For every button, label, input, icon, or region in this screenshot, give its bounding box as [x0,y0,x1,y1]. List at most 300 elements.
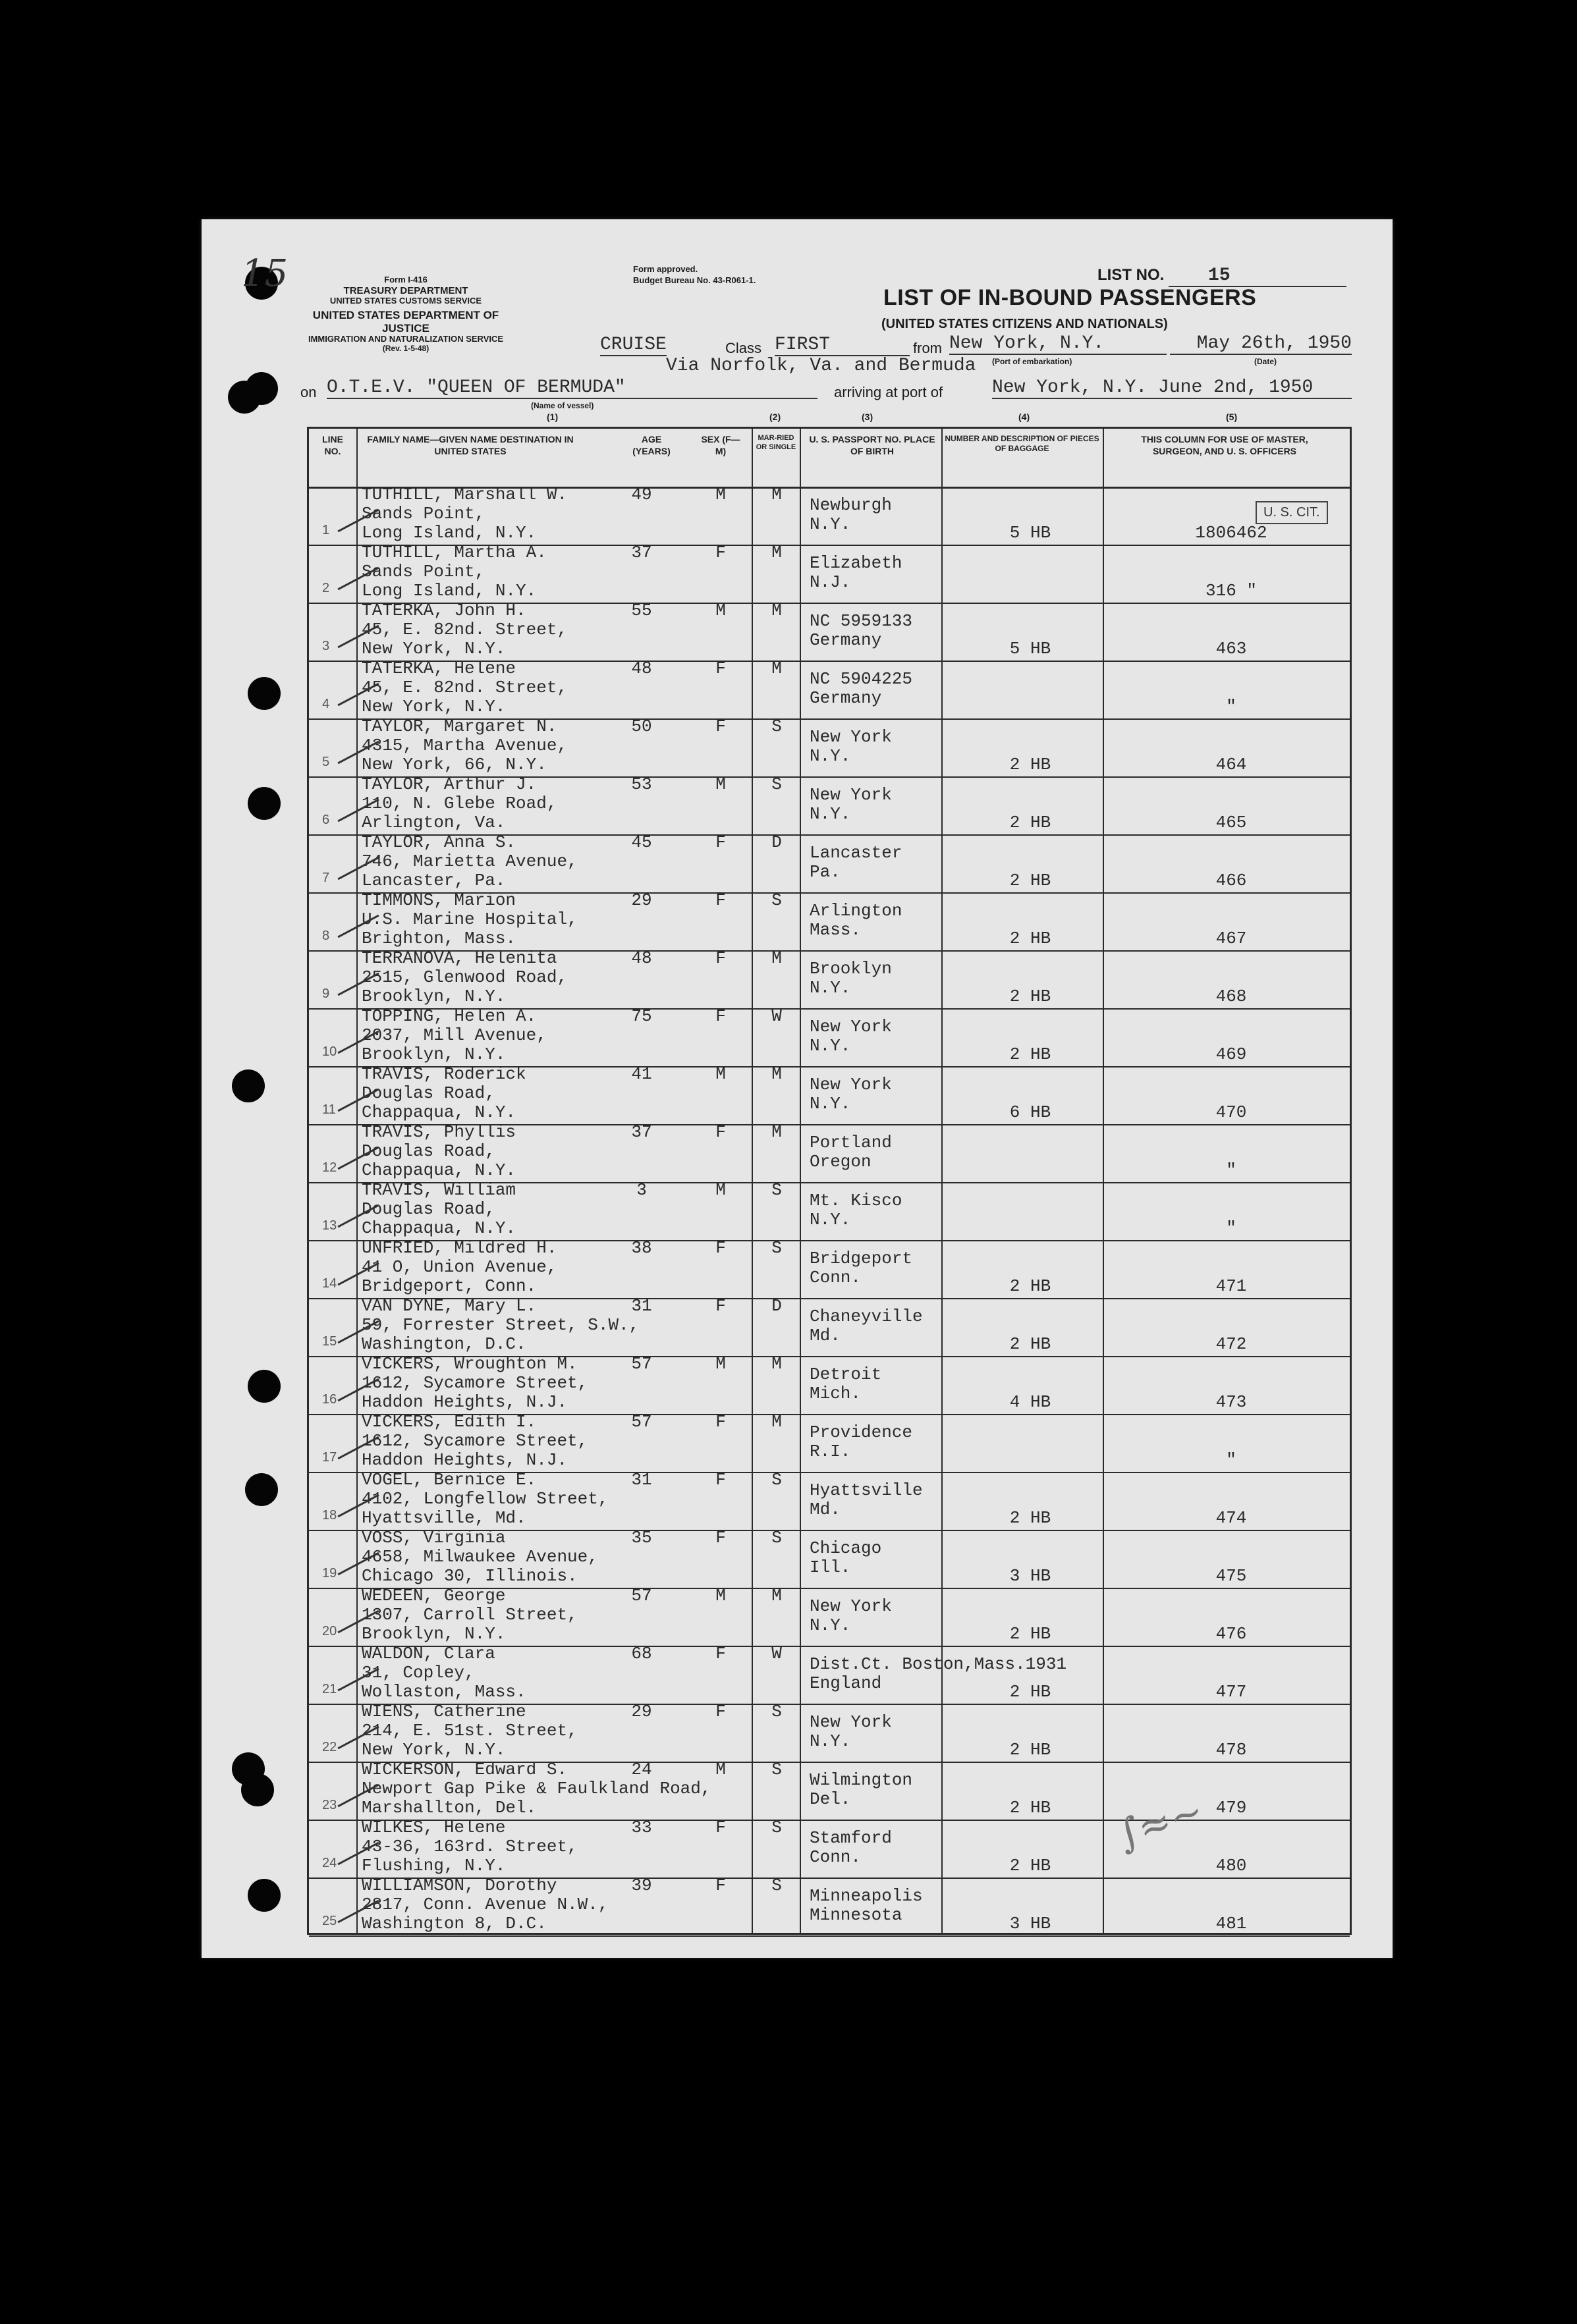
officer-entry: 474 [1215,1508,1247,1528]
destination-line: Newport Gap Pike & Faulkland Road, [362,1779,711,1798]
name-destination [362,1355,588,1412]
destination-line: 1612, Sycamore Street, [362,1431,588,1451]
table-row [309,1066,1350,1124]
birthplace-line: Providence [810,1422,913,1442]
table-row [309,1878,1350,1935]
name-destination [362,1123,516,1180]
passenger-name: VOSS, Virginia [362,1528,506,1548]
passenger-name: TAYLOR, Anna S. [362,832,516,852]
age: 37 [631,543,652,562]
sex: M [715,601,726,620]
destination-line: Chicago 30, Illinois. [362,1566,578,1586]
line-number: 8 [322,929,330,943]
line-number: 19 [322,1566,337,1581]
destination-line: U.S. Marine Hospital, [362,909,578,929]
sex: F [715,543,726,562]
embark-port: New York, N.Y. [949,333,1167,355]
name-destination [362,1065,526,1122]
table-row [309,834,1350,892]
destination-line: New York, N.Y. [362,639,506,659]
name-destination [362,1239,557,1296]
age: 24 [631,1760,652,1779]
name-destination [362,1297,639,1354]
birthplace-line: N.Y. [810,746,851,766]
officer-entry: 465 [1215,813,1247,832]
birthplace-line: Hyattsville [810,1480,923,1500]
age: 31 [631,1470,652,1490]
age: 38 [631,1238,652,1258]
destination-line: New York, N.Y. [362,697,506,716]
sex: F [715,1412,726,1432]
birthplace-line: Bridgeport [810,1249,913,1268]
destination-line: New York, N.Y. [362,1740,506,1760]
passport-birthplace [810,728,892,766]
line-number: 22 [322,1740,337,1754]
marital-status: M [771,1586,782,1606]
destination-line: 43-36, 163rd. Street, [362,1837,578,1856]
table-row [309,776,1350,834]
sex: M [715,485,726,504]
sex: M [715,1586,726,1606]
treasury-dept: TREASURY DEPARTMENT [343,284,468,296]
officer-entry: 471 [1215,1276,1247,1296]
age: 39 [631,1876,652,1895]
embark-date: May 26th, 1950 [1170,333,1352,355]
marital-status: S [771,716,782,736]
line-number: 23 [322,1798,337,1812]
officer-entry: 477 [1215,1682,1247,1702]
baggage: 2 HB [1009,1856,1051,1876]
destination-line: Brighton, Mass. [362,929,516,948]
marital-status: S [771,1876,782,1895]
passport-birthplace [810,1539,881,1577]
birthplace-line: N.Y. [810,1036,851,1056]
via-route: Via Norfolk, Va. and Bermuda [666,356,976,376]
officer-entry: 464 [1215,755,1247,774]
age: 53 [631,774,652,794]
passport-birthplace [810,1713,892,1751]
passenger-name: TOPPING, Helen A. [362,1006,537,1026]
officer-entry: 473 [1215,1392,1247,1412]
birthplace-line: Stamford [810,1828,892,1848]
name-destination [362,1007,547,1064]
date-caption: (Date) [1254,357,1277,366]
passport-birthplace [810,1365,881,1403]
destination-line: Arlington, Va. [362,813,506,832]
baggage: 4 HB [1009,1392,1051,1412]
form-approved: Form approved. [633,264,698,274]
birthplace-line: Newburgh [810,495,892,515]
line-number: 7 [322,871,330,885]
birthplace-line: New York [810,785,892,805]
birthplace-line: Dist.Ct. Boston,Mass.1931 [810,1654,1067,1674]
line-number: 15 [322,1334,337,1349]
arrival-port-date: New York, N.Y. June 2nd, 1950 [992,377,1352,399]
birthplace-line: Brooklyn [810,959,892,979]
destination-line: 59, Forrester Street, S.W., [362,1315,640,1335]
officer-entry: 463 [1215,639,1247,659]
baggage: 6 HB [1009,1102,1051,1122]
citizen-stamp: U. S. CIT. [1256,501,1328,524]
marital-status: S [771,774,782,794]
budget-bureau: Budget Bureau No. 43-R061-1. [633,275,756,285]
table-row [309,1414,1350,1472]
justice-dept: UNITED STATES DEPARTMENT OF JUSTICE [312,309,499,335]
sex: F [715,716,726,736]
age: 49 [631,485,652,504]
class-value: FIRST [775,335,910,356]
birthplace-line: Wilmington [810,1770,913,1790]
table-row [309,1472,1350,1530]
table-row [309,545,1350,603]
approval-block [633,264,756,286]
officer-entry: 469 [1215,1044,1247,1064]
destination-line: Sands Point, [362,562,485,581]
name-destination [362,543,547,601]
passenger-name: TRAVIS, William [362,1180,516,1200]
line-number: 9 [322,986,330,1001]
name-destination [362,1876,608,1933]
officer-entry: 466 [1215,871,1247,890]
line-number: 2 [322,581,330,595]
passport-birthplace [810,1481,923,1519]
passport-birthplace [810,786,892,824]
page-title: LIST OF IN-BOUND PASSENGERS [883,285,1257,310]
marital-status: D [771,832,782,852]
birthplace-line: N.Y. [810,1094,851,1114]
passenger-name: WILLIAMSON, Dorothy [362,1876,557,1895]
line-number: 4 [322,697,330,711]
col-age: AGE (YEARS) [632,434,671,456]
vessel-caption: (Name of vessel) [531,401,594,410]
marital-status: M [771,485,782,504]
passport-birthplace [810,1771,912,1809]
birthplace-line: Chaneyville [810,1307,923,1326]
officer-entry: 467 [1215,929,1247,948]
age: 45 [631,832,652,852]
passport-birthplace [810,1017,892,1056]
passport-birthplace [810,844,902,882]
passenger-name: WEDEEN, George [362,1586,506,1606]
agency-block [307,275,505,354]
margin-mark: 15 [241,252,289,295]
age: 37 [631,1122,652,1142]
baggage: 3 HB [1009,1914,1051,1933]
destination-line: 2037, Mill Avenue, [362,1025,547,1045]
passenger-name: WIENS, Catherine [362,1702,526,1721]
passenger-name: WICKERSON, Edward S. [362,1760,568,1779]
destination-line: 746, Marietta Avenue, [362,851,578,871]
marital-status: S [771,1180,782,1200]
age: 31 [631,1296,652,1316]
passenger-name: TERRANOVA, Helenita [362,948,557,968]
line-number: 10 [322,1044,337,1059]
page-subtitle: (UNITED STATES CITIZENS AND NATIONALS) [881,317,1168,331]
birthplace-line: N.Y. [810,1210,851,1230]
marital-status: M [771,601,782,620]
birthplace-line: N.Y. [810,1615,851,1635]
name-destination [362,1181,516,1238]
col-married: MAR-RIED OR SINGLE [756,434,796,451]
revision: (Rev. 1-5-48) [382,344,429,354]
sex: F [715,832,726,852]
destination-line: Hyattsville, Md. [362,1508,526,1528]
name-destination [362,1528,598,1586]
birthplace-line: N.Y. [810,1731,851,1751]
destination-line: 214, E. 51st. Street, [362,1721,578,1741]
passport-birthplace [810,902,902,940]
baggage: 2 HB [1009,1798,1051,1818]
officer-entry: 481 [1215,1914,1247,1933]
marital-status: W [771,1006,782,1026]
name-destination [362,601,567,659]
line-number: 20 [322,1624,337,1638]
sex: F [715,1876,726,1895]
punch-hole [248,787,281,820]
line-number: 18 [322,1508,337,1523]
punch-hole [245,372,278,405]
destination-line: Chappaqua, N.Y. [362,1218,516,1238]
sex: F [715,1818,726,1837]
age: 35 [631,1528,652,1548]
marital-status: M [771,1354,782,1374]
birthplace-line: Minnesota [810,1905,902,1925]
passport-birthplace [810,1133,892,1172]
destination-line: 110, N. Glebe Road, [362,794,557,813]
punch-hole [245,1473,278,1506]
col-line-no: LINE NO. [322,434,343,456]
baggage: 2 HB [1009,1682,1051,1702]
baggage: 2 HB [1009,1276,1051,1296]
name-destination [362,1760,711,1818]
passenger-name: TRAVIS, Phyllis [362,1122,516,1142]
col-num-2: (2) [769,412,781,422]
sex: F [715,1122,726,1142]
birthplace-line: Arlington [810,901,902,921]
passenger-name: VICKERS, Edith I. [362,1412,537,1432]
table-row [309,1356,1350,1414]
name-destination [362,659,567,716]
passport-birthplace [810,554,902,592]
table-row [309,1530,1350,1588]
marital-status: D [771,1296,782,1316]
officer-entry: 472 [1215,1334,1247,1354]
table-row [309,1704,1350,1762]
passenger-name: TIMMONS, Marion [362,890,516,910]
birthplace-line: NC 5959133 [810,611,913,631]
birthplace-line: New York [810,1075,892,1094]
passport-birthplace [810,1075,892,1114]
age: 75 [631,1006,652,1026]
name-destination [362,1644,526,1702]
destination-line: 4315, Martha Avenue, [362,736,568,755]
age: 29 [631,890,652,910]
age: 41 [631,1064,652,1084]
baggage: 2 HB [1009,813,1051,832]
baggage: 2 HB [1009,1740,1051,1760]
officer-entry: 476 [1215,1624,1247,1644]
table-row [309,718,1350,776]
sex: F [715,948,726,968]
table-row [309,487,1350,545]
baggage: 2 HB [1009,986,1051,1006]
destination-line: Long Island, N.Y. [362,581,537,601]
age: 57 [631,1412,652,1432]
destination-line: 2817, Conn. Avenue N.W., [362,1895,609,1914]
passenger-table [307,427,1352,1935]
marital-status: M [771,1412,782,1432]
birthplace-line: Mass. [810,920,862,940]
passenger-name: TATERKA, John H. [362,601,526,620]
line-number: 11 [322,1102,336,1117]
passenger-name: VICKERS, Wroughton M. [362,1354,578,1374]
name-destination [362,833,578,890]
sex: F [715,1470,726,1490]
officer-entry: 316 " [1205,581,1257,601]
passport-birthplace [810,496,892,534]
list-number [1097,265,1346,287]
birthplace-line: N.Y. [810,804,851,824]
passport-birthplace [810,612,912,650]
vessel-name: O.T.E.V. "QUEEN OF BERMUDA" [327,377,817,399]
destination-line: Brooklyn, N.Y. [362,1044,506,1064]
destination-line: 4658, Milwaukee Avenue, [362,1547,598,1567]
passport-birthplace [810,1249,912,1287]
destination-line: Haddon Heights, N.J. [362,1450,568,1470]
destination-line: 45, E. 82nd. Street, [362,678,568,697]
officer-entry: " [1226,1450,1236,1470]
col-baggage: NUMBER AND DESCRIPTION OF PIECES OF BAGGAGE [945,434,1099,453]
destination-line: Brooklyn, N.Y. [362,1624,506,1644]
passenger-name: WALDON, Clara [362,1644,495,1663]
line-number: 16 [322,1392,337,1407]
punch-hole [248,677,281,710]
destination-line: Douglas Road, [362,1141,495,1161]
table-row [309,661,1350,718]
destination-line: Chappaqua, N.Y. [362,1160,516,1180]
passport-birthplace [810,1597,892,1635]
age: 57 [631,1354,652,1374]
baggage: 2 HB [1009,1624,1051,1644]
marital-status: S [771,1470,782,1490]
officer-entry: 475 [1215,1566,1247,1586]
passenger-name: TUTHILL, Marshall W. [362,485,568,504]
birthplace-line: NC 5904225 [810,669,913,689]
officer-entry: 1806462 [1195,523,1267,543]
sex: M [715,1354,726,1374]
destination-line: 31, Copley, [362,1663,475,1683]
sex: M [715,1064,726,1084]
officer-entry: 480 [1215,1856,1247,1876]
baggage: 5 HB [1009,523,1051,543]
destination-line: Chappaqua, N.Y. [362,1102,516,1122]
birthplace-line: N.Y. [810,978,851,998]
baggage: 2 HB [1009,871,1051,890]
passenger-name: UNFRIED, Mildred H. [362,1238,557,1258]
marital-status: S [771,1702,782,1721]
marital-status: S [771,1238,782,1258]
col-sex: SEX (F—M) [701,434,740,456]
age: 48 [631,948,652,968]
baggage: 2 HB [1009,1334,1051,1354]
sex: M [715,1760,726,1779]
destination-line: Washington 8, D.C. [362,1914,547,1933]
officer-entry: " [1226,1218,1236,1238]
marital-status: M [771,1122,782,1142]
line-number: 13 [322,1218,337,1233]
table-row [309,1588,1350,1646]
manifest-page [202,219,1393,1958]
marital-status: S [771,890,782,910]
age: 50 [631,716,652,736]
marital-status: M [771,948,782,968]
line-number: 12 [322,1160,337,1175]
officer-entry: 470 [1215,1102,1247,1122]
line-number: 24 [322,1856,337,1870]
name-destination [362,891,578,948]
birthplace-line: Detroit [810,1365,882,1384]
destination-line: 2515, Glenwood Road, [362,967,568,987]
destination-line: Long Island, N.Y. [362,523,537,543]
name-destination [362,1586,578,1644]
passenger-name: VOGEL, Bernice E. [362,1470,537,1490]
punch-hole [232,1069,265,1102]
table-row [309,1182,1350,1240]
baggage: 2 HB [1009,929,1051,948]
passenger-name: TRAVIS, Roderick [362,1064,526,1084]
birthplace-line: Chicago [810,1538,882,1558]
birthplace-line: N.Y. [810,514,851,534]
line-number: 17 [322,1450,337,1465]
table-row [309,1124,1350,1182]
name-destination [362,1818,578,1876]
marital-status: S [771,1760,782,1779]
list-no-label: LIST NO. [1097,266,1165,284]
passport-birthplace [810,1655,1066,1693]
birthplace-line: R.I. [810,1442,851,1461]
table-row [309,892,1350,950]
birthplace-line: Portland [810,1133,892,1152]
destination-line: Douglas Road, [362,1199,495,1219]
col-passport: U. S. PASSPORT NO. PLACE OF BIRTH [809,434,935,456]
birthplace-line: Conn. [810,1268,862,1287]
col-num-4: (4) [1018,412,1030,422]
col-officers: THIS COLUMN FOR USE OF MASTER, SURGEON, AND U. S. OFFICERS [1141,434,1308,456]
line-number: 1 [322,523,330,537]
passport-birthplace [810,670,912,708]
birthplace-line: N.J. [810,572,851,592]
customs-service: UNITED STATES CUSTOMS SERVICE [329,296,482,306]
birthplace-line: Mt. Kisco [810,1191,902,1210]
marital-status: S [771,1818,782,1837]
destination-line: Lancaster, Pa. [362,871,506,890]
arriving-label: arriving at port of [834,384,943,400]
birthplace-line: England [810,1673,882,1693]
destination-line: Wollaston, Mass. [362,1682,526,1702]
passenger-name: TATERKA, Helene [362,659,516,678]
name-destination [362,949,567,1006]
destination-line: 41 O, Union Avenue, [362,1257,557,1277]
sex: M [715,774,726,794]
birthplace-line: Elizabeth [810,553,902,573]
birthplace-line: New York [810,1596,892,1616]
destination-line: Brooklyn, N.Y. [362,986,506,1006]
destination-line: Washington, D.C. [362,1334,526,1354]
birthplace-line: New York [810,727,892,747]
birthplace-line: Oregon [810,1152,872,1172]
officer-entry: " [1226,1160,1236,1180]
line-number: 25 [322,1914,337,1928]
